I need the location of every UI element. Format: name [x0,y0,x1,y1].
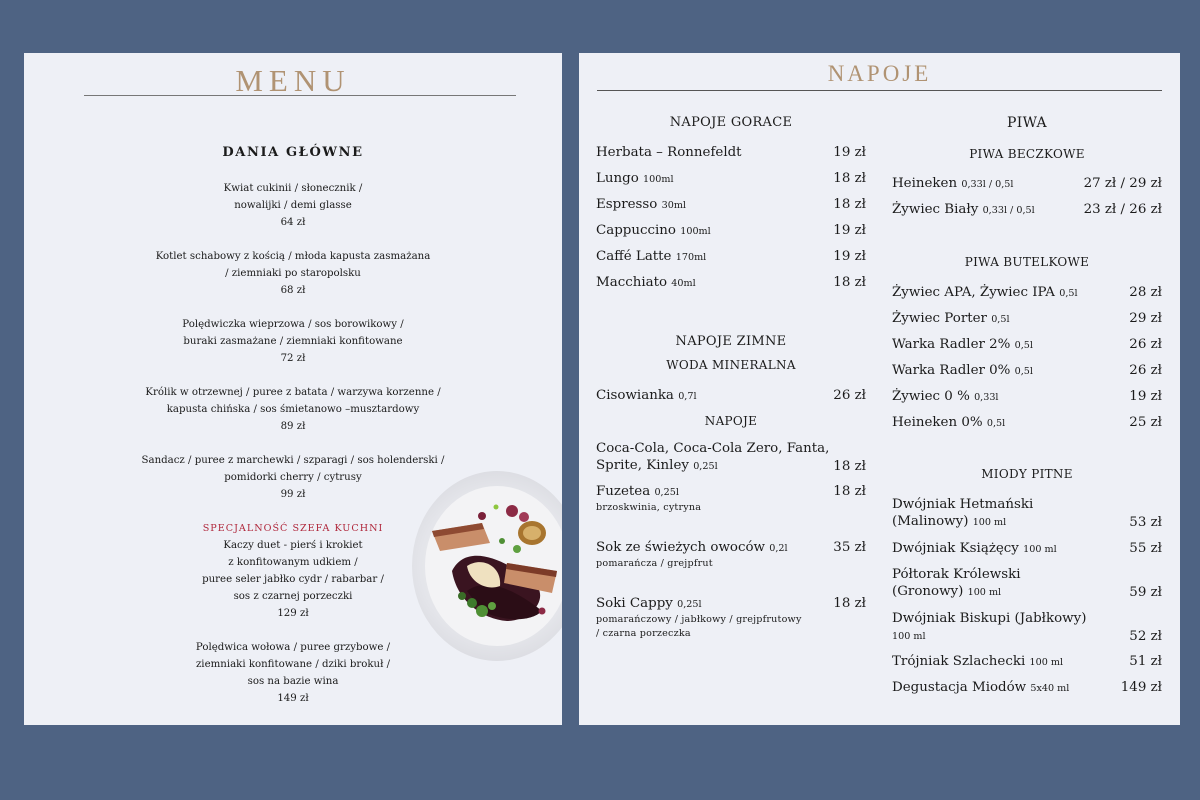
drink-price: 59 zł [1129,585,1162,600]
dish-description-line: nowalijki / demi glasse [234,200,352,211]
drink-name: Degustacja Miodów 5x40 ml [892,680,1070,695]
main-dishes-heading: DANIA GŁÓWNE [222,145,364,160]
hot-drink-row [596,248,866,266]
drink-volume: 0,33l / 0,5l [961,179,1014,190]
drink-description: brzoskwinia, cytryna [596,502,702,513]
dish-description-line: puree seler jabłko cydr / rabarbar / [202,574,384,585]
drink-name: Trójniak Szlachecki 100 ml [892,654,1064,669]
drink-name: Lungo 100ml [596,171,674,186]
dish-price: 99 zł [280,489,306,500]
drink-price: 26 zł [1129,363,1162,378]
dish-description-line: z konfitowanym udkiem / [228,557,358,568]
drink-price: 18 zł [833,596,866,611]
drink-volume: 100 ml [1023,544,1057,555]
dish-price: 64 zł [280,217,306,228]
drink-volume: 0,25l [693,461,718,472]
drink-description: pomarańczowy / jabłkowy / grejpfrutowy / czarna porzeczka [596,614,802,639]
drink-volume: 100ml [643,174,674,185]
dish-item [24,384,562,435]
drink-volume: 0,5l [1014,340,1033,351]
drink-price: 18 zł [833,171,866,186]
hot-drink-row [596,196,866,214]
dish-price: 129 zł [277,608,309,619]
dish-price: 68 zł [280,285,306,296]
menu-page [24,53,562,725]
drink-price: 55 zł [1129,541,1162,556]
drink-volume: 0,25l [654,487,679,498]
drink-name: Półtorak Królewski (Gronowy) 100 ml [892,567,1021,599]
dish-description-line: Kotlet schabowy z kością / młoda kapusta zasmażana [155,251,431,262]
drink-volume: 0,5l [1059,288,1078,299]
dish-description-line: Sandacz / puree z marchewki / szparagi / sos holenderski / [141,455,445,466]
bottled-beer-row [892,284,1162,302]
drink-price: 149 zł [1120,680,1162,695]
drink-name: Żywiec Porter 0,5l [892,311,1010,326]
drink-price: 51 zł [1129,654,1162,669]
bottled-beer-row [892,362,1162,380]
dish-item [24,180,562,231]
soft-drink-row [596,483,866,515]
drink-volume: 100 ml [1029,657,1064,668]
drink-name: Macchiato 40ml [596,275,696,290]
drink-name: Dwójniak Hetmański (Malinowy) 100 ml [892,497,1034,529]
drink-name: Dwójniak Książęcy 100 ml [892,541,1057,556]
drink-name: Sok ze świeżych owoców 0,2l pomarańcza / grejpfrut [596,539,833,571]
drink-price: 19 zł [833,249,866,264]
drink-name: Heineken 0% 0,5l [892,415,1006,430]
drink-price: 25 zł [1129,415,1162,430]
mead-row [892,566,1162,601]
dish-description-line: kapusta chińska / sos śmietanowo –musztardowy [166,404,420,415]
drink-price: 35 zł [833,540,866,555]
drink-price: 27 zł / 29 zł [1083,176,1162,191]
drink-name: Soki Cappy 0,25l pomarańczowy / jabłkowy / grejpfrutowy / czarna porzeczka [596,595,806,641]
drink-volume: 100 ml [892,631,926,642]
dish-item [24,316,562,367]
mead-row [892,540,1162,558]
mead-heading: MIODY PITNE [981,467,1073,481]
draft-beer-row [892,175,1162,193]
drink-price: 19 zł [1129,389,1162,404]
drink-volume: 100 ml [972,517,1007,528]
menu-title-divider [84,95,516,96]
menu-title: MENU [235,63,351,98]
hot-drink-row [596,222,866,240]
drink-volume: 0,33l [974,392,999,403]
dish-price: 149 zł [277,693,309,704]
dish-item-chef-special [24,520,562,622]
drink-description: pomarańcza / grejpfrut [596,558,713,569]
dish-description-line: ziemniaki konfitowane / dziki brokuł / [195,659,391,670]
drink-price: 18 zł [833,197,866,212]
drink-name: Warka Radler 2% 0,5l [892,337,1033,352]
drink-volume: 0,33l / 0,5l [982,205,1035,216]
drink-price: 23 zł / 26 zł [1083,202,1162,217]
drink-price: 26 zł [1129,337,1162,352]
drink-volume: 0,25l [677,599,702,610]
drinks-page [579,53,1180,725]
drink-name: Coca-Cola, Coca-Cola Zero, Fanta, Sprite, Kinley 0,25l [596,441,830,473]
drink-price: 29 zł [1129,311,1162,326]
water-row [596,387,866,405]
drink-price: 19 zł [833,223,866,238]
dish-description-line: sos z czarnej porzeczki [233,591,353,602]
bottled-beer-row [892,310,1162,328]
main-dishes-list [24,180,562,724]
mead-row [892,496,1162,531]
drink-volume: 170ml [675,252,707,263]
dish-item [24,248,562,299]
drink-name: Espresso 30ml [596,197,686,212]
dish-item [24,452,562,503]
drink-name: Cappuccino 100ml [596,223,711,238]
drink-price: 53 zł [1129,515,1162,530]
bottled-beer-row [892,336,1162,354]
bottled-beer-heading: PIWA BUTELKOWE [964,255,1090,269]
drink-price: 18 zł [833,484,866,499]
draft-beer-row [892,201,1162,219]
drink-name: Warka Radler 0% 0,5l [892,363,1033,378]
drink-price: 19 zł [833,145,866,160]
drink-name: Herbata – Ronnefeldt [596,145,742,160]
hot-drinks-heading: NAPOJE GORACE [669,115,793,130]
drink-price: 18 zł [833,275,866,290]
drink-name: Żywiec Biały 0,33l / 0,5l [892,202,1035,217]
soft-drink-row [596,440,866,475]
drink-price: 28 zł [1129,285,1162,300]
drink-volume: 5x40 ml [1030,683,1070,694]
hot-drink-row [596,274,866,292]
dish-description-line: Polędwiczka wieprzowa / sos borowikowy / [182,319,404,330]
mead-row [892,679,1162,697]
cold-drinks-heading: NAPOJE ZIMNE [675,334,787,349]
drink-name: Caffé Latte 170ml [596,249,707,264]
drink-price: 18 zł [833,459,866,474]
drink-volume: 40ml [671,278,696,289]
hot-drink-row [596,144,866,161]
drink-volume: 100 ml [967,587,1002,598]
drink-name: Fuzetea 0,25l brzoskwinia, cytryna [596,483,833,515]
drink-volume: 30ml [661,200,686,211]
drink-name: Żywiec 0 % 0,33l [892,389,999,404]
dish-description-line: pomidorki cherry / cytrusy [224,472,362,483]
dish-description-line: Kwiat cukinii / słonecznik / [223,183,363,194]
dish-description-line: / ziemniaki po staropolsku [225,268,361,279]
drink-name: Heineken 0,33l / 0,5l [892,176,1014,191]
soft-drinks-heading: NAPOJE [704,414,758,428]
drink-price: 52 zł [1129,629,1162,644]
mead-row [892,653,1162,671]
drink-price: 26 zł [833,388,866,403]
bottled-beer-row [892,414,1162,432]
dish-description-line: sos na bazie wina [247,676,339,687]
hot-drink-row [596,170,866,188]
drink-volume: 100ml [680,226,711,237]
mineral-water-heading: WODA MINERALNA [666,358,796,372]
drink-volume: 0,5l [1014,366,1033,377]
drink-volume: 0,7l [678,391,697,402]
drink-volume: 0,2l [769,543,788,554]
dish-description-line: Królik w otrzewnej / puree z batata / warzywa korzenne / [145,387,441,398]
dish-item [24,639,562,707]
drink-name: Cisowianka 0,7l [596,388,697,403]
soft-drink-row [596,539,866,571]
mead-row [892,610,1162,645]
beer-heading: PIWA [1007,115,1047,131]
chef-special-label: SPECJALNOŚĆ SZEFA KUCHNI [202,523,384,534]
drink-volume: 0,5l [986,418,1006,429]
drinks-title: NAPOJE [827,61,932,86]
dish-price: 89 zł [280,421,306,432]
drink-name: Dwójniak Biskupi (Jabłkowy) 100 ml [892,611,1087,642]
dish-description-line: buraki zasmażane / ziemniaki konfitowane [183,336,403,347]
dish-description-line: Kaczy duet - pierś i krokiet [223,540,363,551]
bottled-beer-row [892,388,1162,406]
draft-beer-heading: PIWA BECZKOWE [969,147,1085,161]
drink-name: Żywiec APA, Żywiec IPA 0,5l [892,285,1078,300]
dish-description-line: Polędwica wołowa / puree grzybowe / [195,642,391,653]
drinks-title-divider [597,90,1162,91]
soft-drink-row [596,595,866,641]
dish-price: 72 zł [280,353,306,364]
drink-volume: 0,5l [991,314,1010,325]
